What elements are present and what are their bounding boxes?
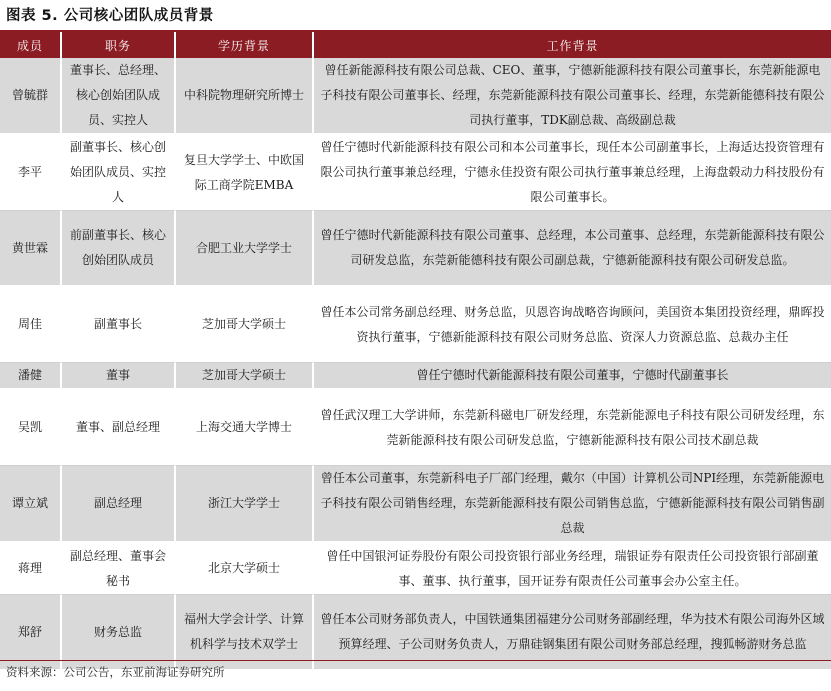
member-name: 李平 — [0, 135, 62, 211]
member-name: 吴凯 — [0, 390, 62, 466]
member-education: 芝加哥大学硕士 — [176, 287, 314, 363]
table-row — [0, 211, 831, 287]
member-position: 副董事长 — [62, 287, 176, 363]
member-education: 上海交通大学博士 — [176, 390, 314, 466]
member-name: 周佳 — [0, 287, 62, 363]
member-name: 谭立斌 — [0, 466, 62, 543]
source-note: 资料来源：公司公告，东亚前海证券研究所 — [6, 665, 225, 679]
member-education: 北京大学硕士 — [176, 543, 314, 595]
bottom-rule — [0, 660, 831, 661]
member-education: 合肥工业大学学士 — [176, 211, 314, 287]
member-work: 曾任宁德时代新能源科技有限公司和本公司董事长，现任本公司副董事长，上海适达投资管理有限公司执行董事兼总经理，宁德永佳投资有限公司执行董事兼总经理，上海盘毂动力科技股份有限公司董事长。 — [314, 135, 831, 211]
member-position: 副总经理 — [62, 466, 176, 543]
member-education: 浙江大学学士 — [176, 466, 314, 543]
member-education: 复旦大学学士、中欧国际工商学院EMBA — [176, 135, 314, 211]
table-row — [0, 363, 831, 390]
member-name: 郑舒 — [0, 595, 62, 671]
member-education: 中科院物理研究所博士 — [176, 58, 314, 135]
table-row — [0, 390, 831, 466]
member-work: 曾任本公司董事，东莞新科电子厂部门经理，戴尔（中国）计算机公司NPI经理，东莞新能源电子科技有限公司销售经理，东莞新能源科技有限公司销售总监，宁德新能源科技有限公司销售副总裁 — [314, 466, 831, 543]
member-education: 福州大学会计学、计算机科学与技术双学士 — [176, 595, 314, 671]
table-row — [0, 287, 831, 363]
member-name: 黄世霖 — [0, 211, 62, 287]
member-work: 曾任武汉理工大学讲师，东莞新科磁电厂研发经理，东莞新能源电子科技有限公司研发经理，东莞新能源科技有限公司研发总监，宁德新能源科技有限公司技术副总裁 — [314, 390, 831, 466]
table-row — [0, 543, 831, 595]
header-work: 工作背景 — [314, 32, 831, 58]
table-row — [0, 466, 831, 543]
figure-title: 图表 5. 公司核心团队成员背景 — [6, 8, 214, 24]
member-name: 曾毓群 — [0, 58, 62, 135]
team-table — [0, 32, 831, 671]
member-name: 潘健 — [0, 363, 62, 390]
table-row — [0, 135, 831, 211]
member-position: 前副董事长、核心创始团队成员 — [62, 211, 176, 287]
member-name: 蒋理 — [0, 543, 62, 595]
member-work: 曾任中国银河证券股份有限公司投资银行部业务经理，瑞银证券有限责任公司投资银行部副董事、董事、执行董事，国开证券有限责任公司董事会办公室主任。 — [314, 543, 831, 595]
table-header-row — [0, 32, 831, 58]
member-position: 副总经理、董事会秘书 — [62, 543, 176, 595]
member-education: 芝加哥大学硕士 — [176, 363, 314, 390]
member-work: 曾任本公司常务副总经理、财务总监，贝恩咨询战略咨询顾问，美国资本集团投资经理，鼎晖投资执行董事，宁德新能源科技有限公司财务总监、资深人力资源总监、总裁办主任 — [314, 287, 831, 363]
member-work: 曾任本公司财务部负责人，中国铁通集团福建分公司财务部副经理，华为技术有限公司海外区域预算经理、子公司财务负责人，万鼎硅钢集团有限公司财务部总经理，搜狐畅游财务总监 — [314, 595, 831, 671]
member-position: 董事长、总经理、核心创始团队成员、实控人 — [62, 58, 176, 135]
member-position: 董事 — [62, 363, 176, 390]
table-row — [0, 58, 831, 135]
header-position: 职务 — [62, 32, 176, 58]
member-work: 曾任宁德时代新能源科技有限公司董事、总经理，本公司董事、总经理，东莞新能源科技有限公司研发总监，东莞新能德科技有限公司副总裁，宁德新能源科技有限公司研发总监。 — [314, 211, 831, 287]
member-work: 曾任宁德时代新能源科技有限公司董事，宁德时代副董事长 — [314, 363, 831, 390]
member-position: 副董事长、核心创始团队成员、实控人 — [62, 135, 176, 211]
member-work: 曾任新能源科技有限公司总裁、CEO、董事，宁德新能源科技有限公司董事长，东莞新能源电子科技有限公司董事长、经理，东莞新能源科技有限公司董事长、经理，东莞新能德科技有限公司执行董事，TDK副总裁、高级副总裁 — [314, 58, 831, 135]
member-position: 财务总监 — [62, 595, 176, 671]
header-education: 学历背景 — [176, 32, 314, 58]
header-member: 成员 — [0, 32, 62, 58]
member-position: 董事、副总经理 — [62, 390, 176, 466]
